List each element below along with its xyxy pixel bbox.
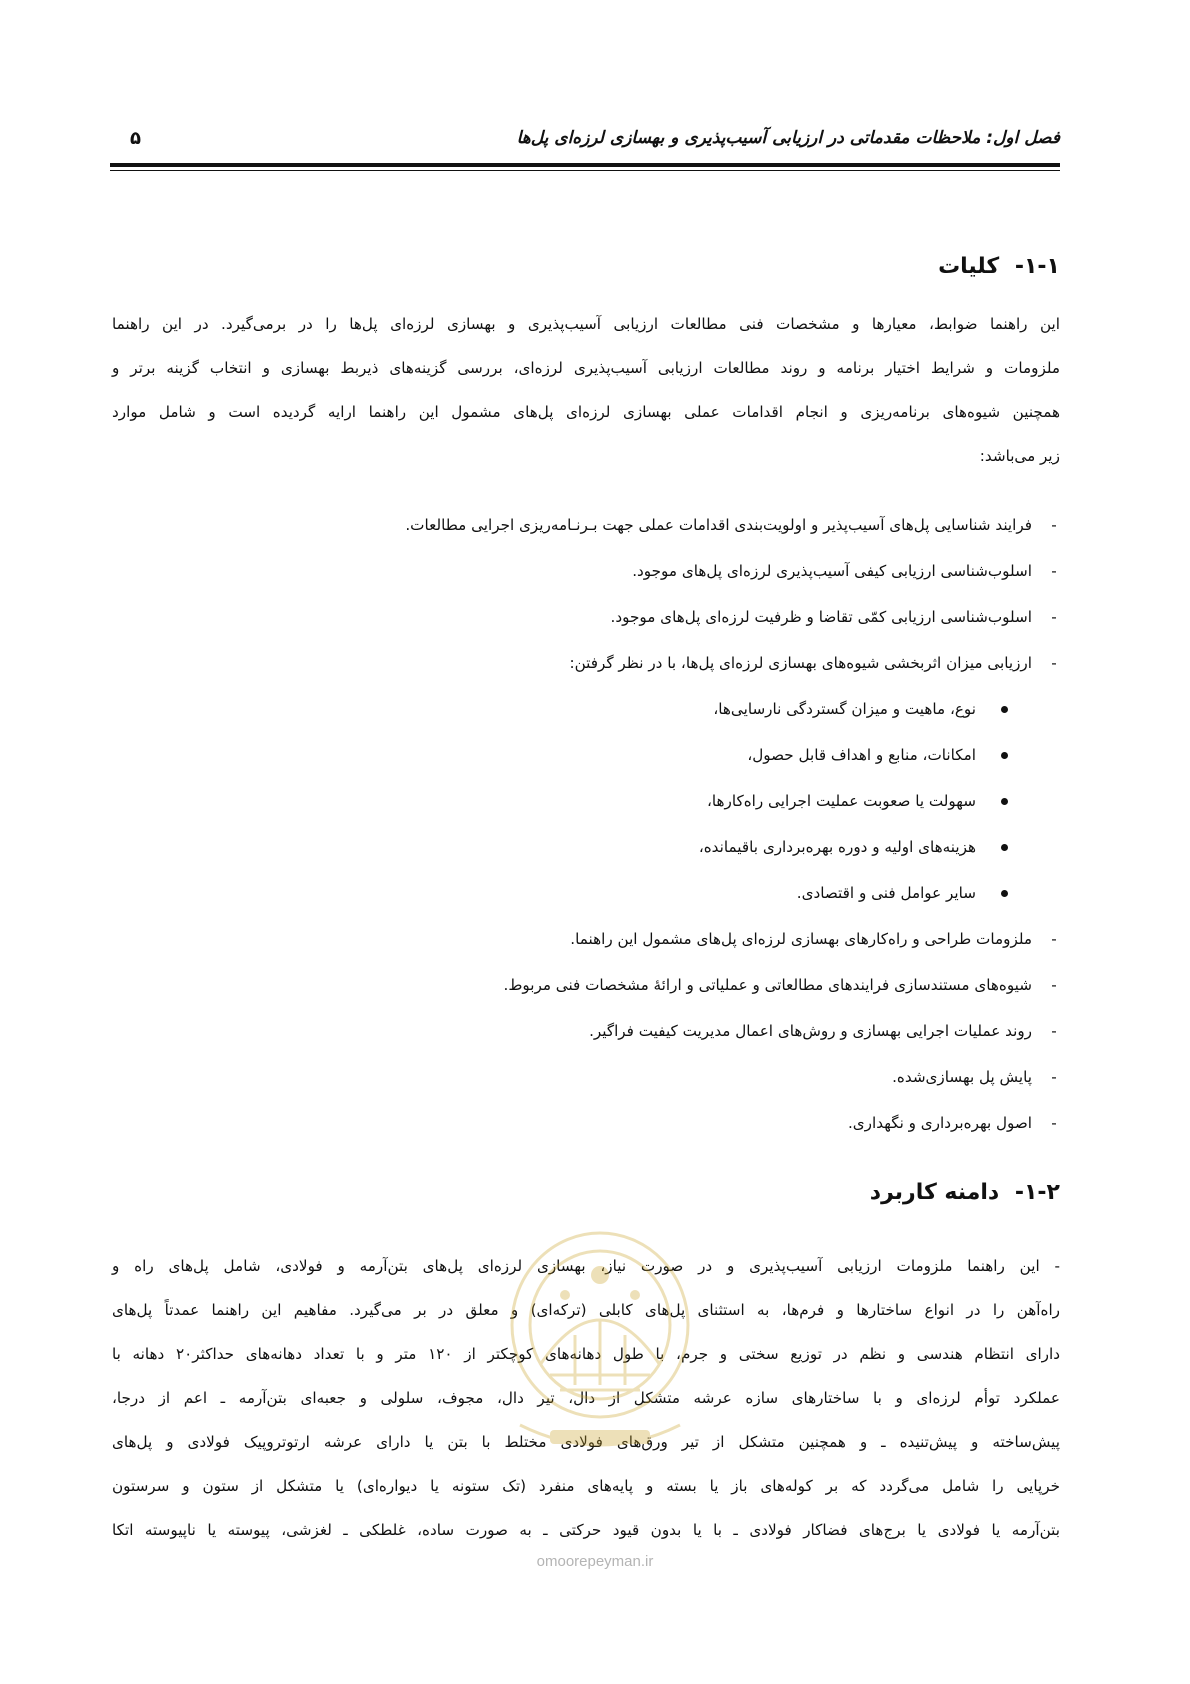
list-item bbox=[405, 916, 1060, 962]
section-heading-overview bbox=[938, 254, 1060, 279]
list-item bbox=[405, 962, 1060, 1008]
bullet-dot-icon bbox=[1001, 706, 1008, 713]
paragraph-line: ملزومات و شرایط اختیار برنامه و روند مطالعات ارزیابی آسیب‌پذیری لرزه‌ای، بررسی گزینه‌های ذیربط بهسازی و انتخاب گزینه برتر و bbox=[112, 359, 1060, 377]
list-item bbox=[405, 1100, 1060, 1146]
bullet-dot-icon bbox=[1001, 844, 1008, 851]
dash-marker: - bbox=[1051, 976, 1057, 994]
bullet-item-text: نوع، ماهیت و میزان گستردگی نارسایی‌ها، bbox=[713, 700, 976, 718]
bullet-list bbox=[405, 686, 1060, 916]
bullet-item bbox=[405, 870, 1060, 916]
bullet-item-text: امکانات، منابع و اهداف قابل حصول، bbox=[747, 746, 976, 764]
watermark-url bbox=[0, 1553, 1190, 1570]
scope-items-list bbox=[405, 502, 1060, 1146]
list-item bbox=[405, 502, 1060, 548]
bullet-dot-icon bbox=[1001, 752, 1008, 759]
section-number: ۱-۱- bbox=[1014, 254, 1060, 279]
watermark-url-text: omoorepeyman.ir bbox=[536, 1553, 654, 1570]
section-title: کلیات bbox=[938, 254, 1000, 279]
chapter-title: فصل اول: ملاحظات مقدماتی در ارزیابی آسیب‌پذیری و بهسازی لرزه‌ای پل‌ها bbox=[516, 128, 1060, 148]
list-item-text: شیوه‌های مستندسازی فرایندهای مطالعاتی و عملیاتی و ارائهٔ مشخصات فنی مربوط. bbox=[503, 976, 1032, 994]
dash-marker: - bbox=[1051, 1114, 1057, 1132]
dash-marker: - bbox=[1051, 1022, 1057, 1040]
section-number: ۱-۲- bbox=[1014, 1180, 1060, 1205]
bullet-item bbox=[405, 686, 1060, 732]
list-item bbox=[405, 1054, 1060, 1100]
list-item-text: ارزیابی میزان اثربخشی شیوه‌های بهسازی لرزه‌ای پل‌ها، با در نظر گرفتن: bbox=[569, 654, 1032, 672]
bullet-item bbox=[405, 778, 1060, 824]
list-item-text: اسلوب‌شناسی ارزیابی کیفی آسیب‌پذیری لرزه‌ای پل‌های موجود. bbox=[632, 562, 1032, 580]
header-rule-thick bbox=[110, 163, 1060, 167]
list-item-text: اصول بهره‌برداری و نگهداری. bbox=[847, 1114, 1032, 1132]
dash-marker: - bbox=[1051, 1068, 1057, 1086]
page-number: ۵ bbox=[130, 128, 141, 149]
bullet-dot-icon bbox=[1001, 798, 1008, 805]
dash-marker: - bbox=[1051, 516, 1057, 534]
paragraph-line: - این راهنما ملزومات ارزیابی آسیب‌پذیری و در صورت نیاز، بهسازی لرزه‌ای پل‌های بتن‌آرمه و فولادی، شامل پل‌های راه و bbox=[112, 1257, 1060, 1275]
paragraph-line: این راهنما ضوابط، معیارها و مشخصات فنی مطالعات ارزیابی آسیب‌پذیری و بهسازی لرزه‌ای پل‌ها را در برمی‌گیرد. در این راهنما bbox=[112, 315, 1060, 333]
dash-marker: - bbox=[1051, 608, 1057, 626]
bullet-item-text: هزینه‌های اولیه و دوره بهره‌برداری باقیمانده، bbox=[698, 838, 976, 856]
list-item-text: ملزومات طراحی و راه‌کارهای بهسازی لرزه‌ای پل‌های مشمول این راهنما. bbox=[570, 930, 1032, 948]
intro-paragraph bbox=[112, 302, 1060, 478]
list-item bbox=[405, 640, 1060, 686]
list-item bbox=[405, 548, 1060, 594]
list-item-text: اسلوب‌شناسی ارزیابی کمّی تقاضا و ظرفیت لرزه‌ای پل‌های موجود. bbox=[610, 608, 1032, 626]
list-item-text: روند عملیات اجرایی بهسازی و روش‌های اعمال مدیریت کیفیت فراگیر. bbox=[589, 1022, 1032, 1040]
paragraph-line: بتن‌آرمه یا فولادی یا برج‌های فضاکار فولادی ـ با یا بدون قیود حرکتی ـ به صورت ساده، غلطکی ـ لغزشی، پیوسته یا ناپیوسته اتکا bbox=[112, 1521, 1060, 1539]
dash-marker: - bbox=[1051, 654, 1057, 672]
dash-marker: - bbox=[1051, 930, 1057, 948]
bullet-item bbox=[405, 824, 1060, 870]
list-item bbox=[405, 1008, 1060, 1054]
paragraph-line: همچنین شیوه‌های برنامه‌ریزی و انجام اقدامات عملی بهسازی لرزه‌ای پل‌های مشمول این راهنما ارایه گردیده است و شامل موارد bbox=[112, 403, 1060, 421]
list-item-text: پایش پل بهسازی‌شده. bbox=[892, 1068, 1032, 1086]
dash-marker: - bbox=[1051, 562, 1057, 580]
section-heading-scope bbox=[870, 1180, 1060, 1205]
bullet-item-text: سایر عوامل فنی و اقتصادی. bbox=[796, 884, 976, 902]
paragraph-line: راه‌آهن را در انواع ساختارها و فرم‌ها، به استثنای پل‌های کابلی (ترکه‌ای) و معلق در بر می‌گیرد. مفاهیم این راهنما عمدتاً پل‌های bbox=[112, 1301, 1060, 1319]
scope-paragraph bbox=[112, 1244, 1060, 1552]
bullet-item-text: سهولت یا صعوبت عملیت اجرایی راه‌کارها، bbox=[706, 792, 976, 810]
nested-bullet-group bbox=[405, 686, 1060, 916]
list-item-text: فرایند شناسایی پل‌های آسیب‌پذیر و اولویت‌بندی اقدامات عملی جهت بـرنـامه‌ریزی اجرایی مطالعات. bbox=[405, 516, 1032, 534]
bullet-dot-icon bbox=[1001, 890, 1008, 897]
paragraph-line: خرپایی را شامل می‌گردد که بر کوله‌های باز یا بسته و پایه‌های منفرد (تک ستونه یا دیواره‌ای) یا متشکل از ستون و سرستون bbox=[112, 1477, 1060, 1495]
section-title: دامنه کاربرد bbox=[869, 1180, 1000, 1205]
bullet-item bbox=[405, 732, 1060, 778]
paragraph-line: زیر می‌باشد: bbox=[979, 447, 1060, 465]
running-header bbox=[110, 128, 1060, 158]
paragraph-line: دارای انتظام هندسی و نظم در توزیع سختی و جرم، با طول دهانه‌های کوچکتر از ۱۲۰ متر و با تعداد دهانه‌های حداکثر۲۰ دهانه با bbox=[112, 1345, 1060, 1363]
list-item bbox=[405, 594, 1060, 640]
header-rule-thin bbox=[110, 170, 1060, 171]
paragraph-line: پیش‌ساخته و پیش‌تنیده ـ و همچنین متشکل از تیر ورق‌های فولادی مختلط با بتن یا دارای عرشه ارتوتروپیک فولادی و پل‌های bbox=[112, 1433, 1060, 1451]
paragraph-line: عملکرد توأم لرزه‌ای و با ساختارهای سازه عرشه متشکل از دال، تیر دال، مجوف، سلولی و جعبه‌ای بتن‌آرمه ـ اعم از درجا، bbox=[112, 1389, 1060, 1407]
